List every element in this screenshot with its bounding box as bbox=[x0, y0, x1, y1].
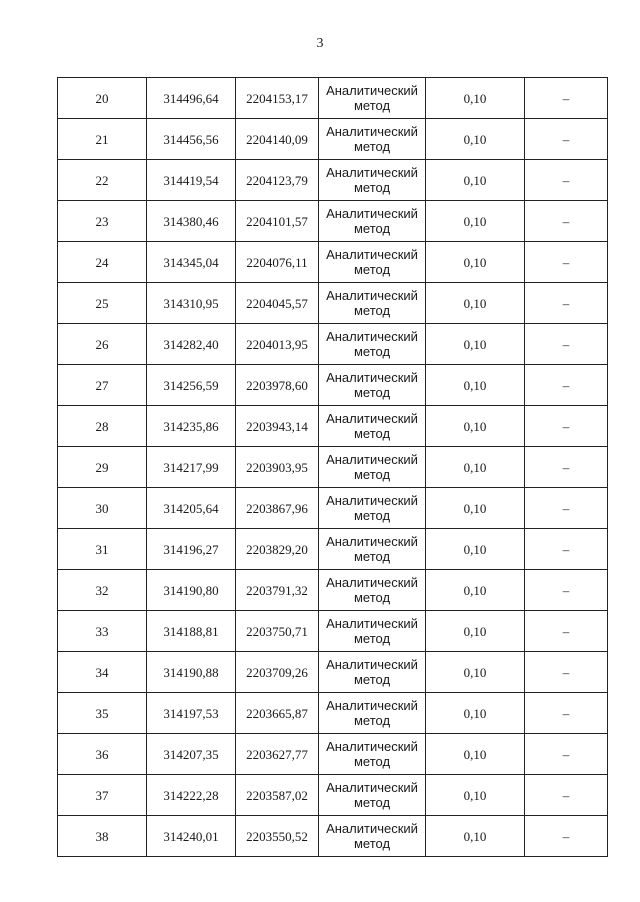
method-cell bbox=[319, 242, 426, 283]
description-cell: – bbox=[525, 160, 608, 201]
point-number-cell: 36 bbox=[58, 734, 147, 775]
point-number-cell: 29 bbox=[58, 447, 147, 488]
coordinate-x-cell: 314456,56 bbox=[147, 119, 236, 160]
method-text-line1: Аналитический bbox=[326, 780, 418, 795]
method-text-line2: метод bbox=[353, 713, 391, 728]
description-cell: – bbox=[525, 693, 608, 734]
coordinate-x-cell: 314196,27 bbox=[147, 529, 236, 570]
accuracy-cell: 0,10 bbox=[426, 242, 525, 283]
accuracy-cell: 0,10 bbox=[426, 529, 525, 570]
method-text-line1: Аналитический bbox=[326, 165, 418, 180]
accuracy-cell: 0,10 bbox=[426, 324, 525, 365]
coordinate-y-cell: 2204101,57 bbox=[236, 201, 319, 242]
accuracy-cell: 0,10 bbox=[426, 816, 525, 857]
accuracy-cell: 0,10 bbox=[426, 119, 525, 160]
point-number-cell: 35 bbox=[58, 693, 147, 734]
method-text-line2: метод bbox=[353, 262, 391, 277]
method-text-line2: метод bbox=[353, 631, 391, 646]
coordinate-x-cell: 314282,40 bbox=[147, 324, 236, 365]
method-text-line2: метод bbox=[353, 385, 391, 400]
accuracy-cell: 0,10 bbox=[426, 160, 525, 201]
point-number-cell: 33 bbox=[58, 611, 147, 652]
accuracy-cell: 0,10 bbox=[426, 447, 525, 488]
method-text-line1: Аналитический bbox=[326, 821, 418, 836]
method-text-line1: Аналитический bbox=[326, 124, 418, 139]
accuracy-cell: 0,10 bbox=[426, 775, 525, 816]
coordinate-x-cell: 314240,01 bbox=[147, 816, 236, 857]
point-number-cell: 27 bbox=[58, 365, 147, 406]
description-cell: – bbox=[525, 406, 608, 447]
description-cell: – bbox=[525, 529, 608, 570]
coordinate-x-cell: 314310,95 bbox=[147, 283, 236, 324]
coordinate-y-cell: 2204140,09 bbox=[236, 119, 319, 160]
method-cell bbox=[319, 406, 426, 447]
coordinate-y-cell: 2203943,14 bbox=[236, 406, 319, 447]
method-cell bbox=[319, 283, 426, 324]
table-row bbox=[58, 529, 608, 570]
method-cell bbox=[319, 160, 426, 201]
description-cell: – bbox=[525, 283, 608, 324]
method-text-line1: Аналитический bbox=[326, 657, 418, 672]
table-row bbox=[58, 652, 608, 693]
method-text-line2: метод bbox=[353, 139, 391, 154]
coordinates-table bbox=[57, 77, 608, 857]
coordinate-y-cell: 2203791,32 bbox=[236, 570, 319, 611]
coordinate-y-cell: 2203550,52 bbox=[236, 816, 319, 857]
point-number-cell: 28 bbox=[58, 406, 147, 447]
method-text-line1: Аналитический bbox=[326, 329, 418, 344]
table-row bbox=[58, 78, 608, 119]
coordinate-x-cell: 314197,53 bbox=[147, 693, 236, 734]
method-cell bbox=[319, 570, 426, 611]
description-cell: – bbox=[525, 242, 608, 283]
method-cell bbox=[319, 529, 426, 570]
table-row bbox=[58, 816, 608, 857]
method-text-line1: Аналитический bbox=[326, 370, 418, 385]
table-row bbox=[58, 283, 608, 324]
method-text-line1: Аналитический bbox=[326, 534, 418, 549]
method-cell bbox=[319, 775, 426, 816]
coordinate-x-cell: 314190,80 bbox=[147, 570, 236, 611]
accuracy-cell: 0,10 bbox=[426, 283, 525, 324]
description-cell: – bbox=[525, 488, 608, 529]
point-number-cell: 22 bbox=[58, 160, 147, 201]
method-cell bbox=[319, 488, 426, 529]
table-row bbox=[58, 201, 608, 242]
method-cell bbox=[319, 734, 426, 775]
method-cell bbox=[319, 447, 426, 488]
method-text-line2: метод bbox=[353, 508, 391, 523]
point-number-cell: 30 bbox=[58, 488, 147, 529]
point-number-cell: 26 bbox=[58, 324, 147, 365]
method-text-line1: Аналитический bbox=[326, 698, 418, 713]
description-cell: – bbox=[525, 201, 608, 242]
point-number-cell: 32 bbox=[58, 570, 147, 611]
coordinate-y-cell: 2204153,17 bbox=[236, 78, 319, 119]
method-text-line1: Аналитический bbox=[326, 247, 418, 262]
coordinate-y-cell: 2204123,79 bbox=[236, 160, 319, 201]
table-row bbox=[58, 119, 608, 160]
point-number-cell: 38 bbox=[58, 816, 147, 857]
coordinate-y-cell: 2203978,60 bbox=[236, 365, 319, 406]
description-cell: – bbox=[525, 365, 608, 406]
coordinate-x-cell: 314345,04 bbox=[147, 242, 236, 283]
table-row bbox=[58, 693, 608, 734]
description-cell: – bbox=[525, 611, 608, 652]
coordinate-x-cell: 314190,88 bbox=[147, 652, 236, 693]
table-row bbox=[58, 406, 608, 447]
method-text-line2: метод bbox=[353, 426, 391, 441]
method-cell bbox=[319, 78, 426, 119]
method-cell bbox=[319, 365, 426, 406]
point-number-cell: 21 bbox=[58, 119, 147, 160]
method-text-line2: метод bbox=[353, 344, 391, 359]
method-cell bbox=[319, 693, 426, 734]
point-number-cell: 34 bbox=[58, 652, 147, 693]
coordinate-x-cell: 314188,81 bbox=[147, 611, 236, 652]
table-row bbox=[58, 160, 608, 201]
coordinate-y-cell: 2203709,26 bbox=[236, 652, 319, 693]
coordinate-x-cell: 314496,64 bbox=[147, 78, 236, 119]
description-cell: – bbox=[525, 775, 608, 816]
coordinate-y-cell: 2203627,77 bbox=[236, 734, 319, 775]
description-cell: – bbox=[525, 78, 608, 119]
coordinates-table-body bbox=[58, 78, 608, 857]
method-text-line1: Аналитический bbox=[326, 288, 418, 303]
point-number-cell: 20 bbox=[58, 78, 147, 119]
coordinate-x-cell: 314207,35 bbox=[147, 734, 236, 775]
coordinate-y-cell: 2203867,96 bbox=[236, 488, 319, 529]
method-text-line2: метод bbox=[353, 836, 391, 851]
method-text-line2: метод bbox=[353, 98, 391, 113]
table-row bbox=[58, 734, 608, 775]
table-row bbox=[58, 488, 608, 529]
method-text-line1: Аналитический bbox=[326, 575, 418, 590]
description-cell: – bbox=[525, 652, 608, 693]
method-text-line2: метод bbox=[353, 590, 391, 605]
page-number: 3 bbox=[316, 36, 324, 51]
accuracy-cell: 0,10 bbox=[426, 201, 525, 242]
accuracy-cell: 0,10 bbox=[426, 734, 525, 775]
accuracy-cell: 0,10 bbox=[426, 488, 525, 529]
description-cell: – bbox=[525, 324, 608, 365]
method-text-line2: метод bbox=[353, 549, 391, 564]
method-text-line2: метод bbox=[353, 672, 391, 687]
table-row bbox=[58, 365, 608, 406]
accuracy-cell: 0,10 bbox=[426, 570, 525, 611]
coordinate-y-cell: 2203829,20 bbox=[236, 529, 319, 570]
accuracy-cell: 0,10 bbox=[426, 365, 525, 406]
coordinate-y-cell: 2204013,95 bbox=[236, 324, 319, 365]
description-cell: – bbox=[525, 119, 608, 160]
accuracy-cell: 0,10 bbox=[426, 406, 525, 447]
method-text-line1: Аналитический bbox=[326, 616, 418, 631]
coordinate-y-cell: 2204076,11 bbox=[236, 242, 319, 283]
table-row bbox=[58, 242, 608, 283]
method-text-line1: Аналитический bbox=[326, 739, 418, 754]
method-text-line1: Аналитический bbox=[326, 83, 418, 98]
method-text-line1: Аналитический bbox=[326, 493, 418, 508]
description-cell: – bbox=[525, 816, 608, 857]
point-number-cell: 31 bbox=[58, 529, 147, 570]
method-text-line2: метод bbox=[353, 221, 391, 236]
coordinate-x-cell: 314205,64 bbox=[147, 488, 236, 529]
method-cell bbox=[319, 816, 426, 857]
coordinate-x-cell: 314217,99 bbox=[147, 447, 236, 488]
accuracy-cell: 0,10 bbox=[426, 78, 525, 119]
coordinate-y-cell: 2203665,87 bbox=[236, 693, 319, 734]
table-row bbox=[58, 570, 608, 611]
method-text-line2: метод bbox=[353, 795, 391, 810]
method-cell bbox=[319, 119, 426, 160]
table-row bbox=[58, 324, 608, 365]
coordinate-y-cell: 2203903,95 bbox=[236, 447, 319, 488]
description-cell: – bbox=[525, 734, 608, 775]
coordinate-x-cell: 314222,28 bbox=[147, 775, 236, 816]
method-cell bbox=[319, 201, 426, 242]
method-text-line2: метод bbox=[353, 754, 391, 769]
description-cell: – bbox=[525, 570, 608, 611]
coordinate-x-cell: 314419,54 bbox=[147, 160, 236, 201]
coordinate-y-cell: 2203750,71 bbox=[236, 611, 319, 652]
description-cell: – bbox=[525, 447, 608, 488]
table-row bbox=[58, 447, 608, 488]
accuracy-cell: 0,10 bbox=[426, 652, 525, 693]
coordinate-x-cell: 314380,46 bbox=[147, 201, 236, 242]
coordinate-y-cell: 2204045,57 bbox=[236, 283, 319, 324]
method-text-line2: метод bbox=[353, 303, 391, 318]
method-text-line2: метод bbox=[353, 180, 391, 195]
method-cell bbox=[319, 324, 426, 365]
method-text-line1: Аналитический bbox=[326, 206, 418, 221]
method-cell bbox=[319, 652, 426, 693]
point-number-cell: 23 bbox=[58, 201, 147, 242]
point-number-cell: 24 bbox=[58, 242, 147, 283]
point-number-cell: 37 bbox=[58, 775, 147, 816]
table-row bbox=[58, 611, 608, 652]
accuracy-cell: 0,10 bbox=[426, 611, 525, 652]
method-text-line1: Аналитический bbox=[326, 411, 418, 426]
coordinate-x-cell: 314235,86 bbox=[147, 406, 236, 447]
method-text-line1: Аналитический bbox=[326, 452, 418, 467]
accuracy-cell: 0,10 bbox=[426, 693, 525, 734]
coordinate-x-cell: 314256,59 bbox=[147, 365, 236, 406]
method-cell bbox=[319, 611, 426, 652]
table-row bbox=[58, 775, 608, 816]
point-number-cell: 25 bbox=[58, 283, 147, 324]
method-text-line2: метод bbox=[353, 467, 391, 482]
coordinate-y-cell: 2203587,02 bbox=[236, 775, 319, 816]
